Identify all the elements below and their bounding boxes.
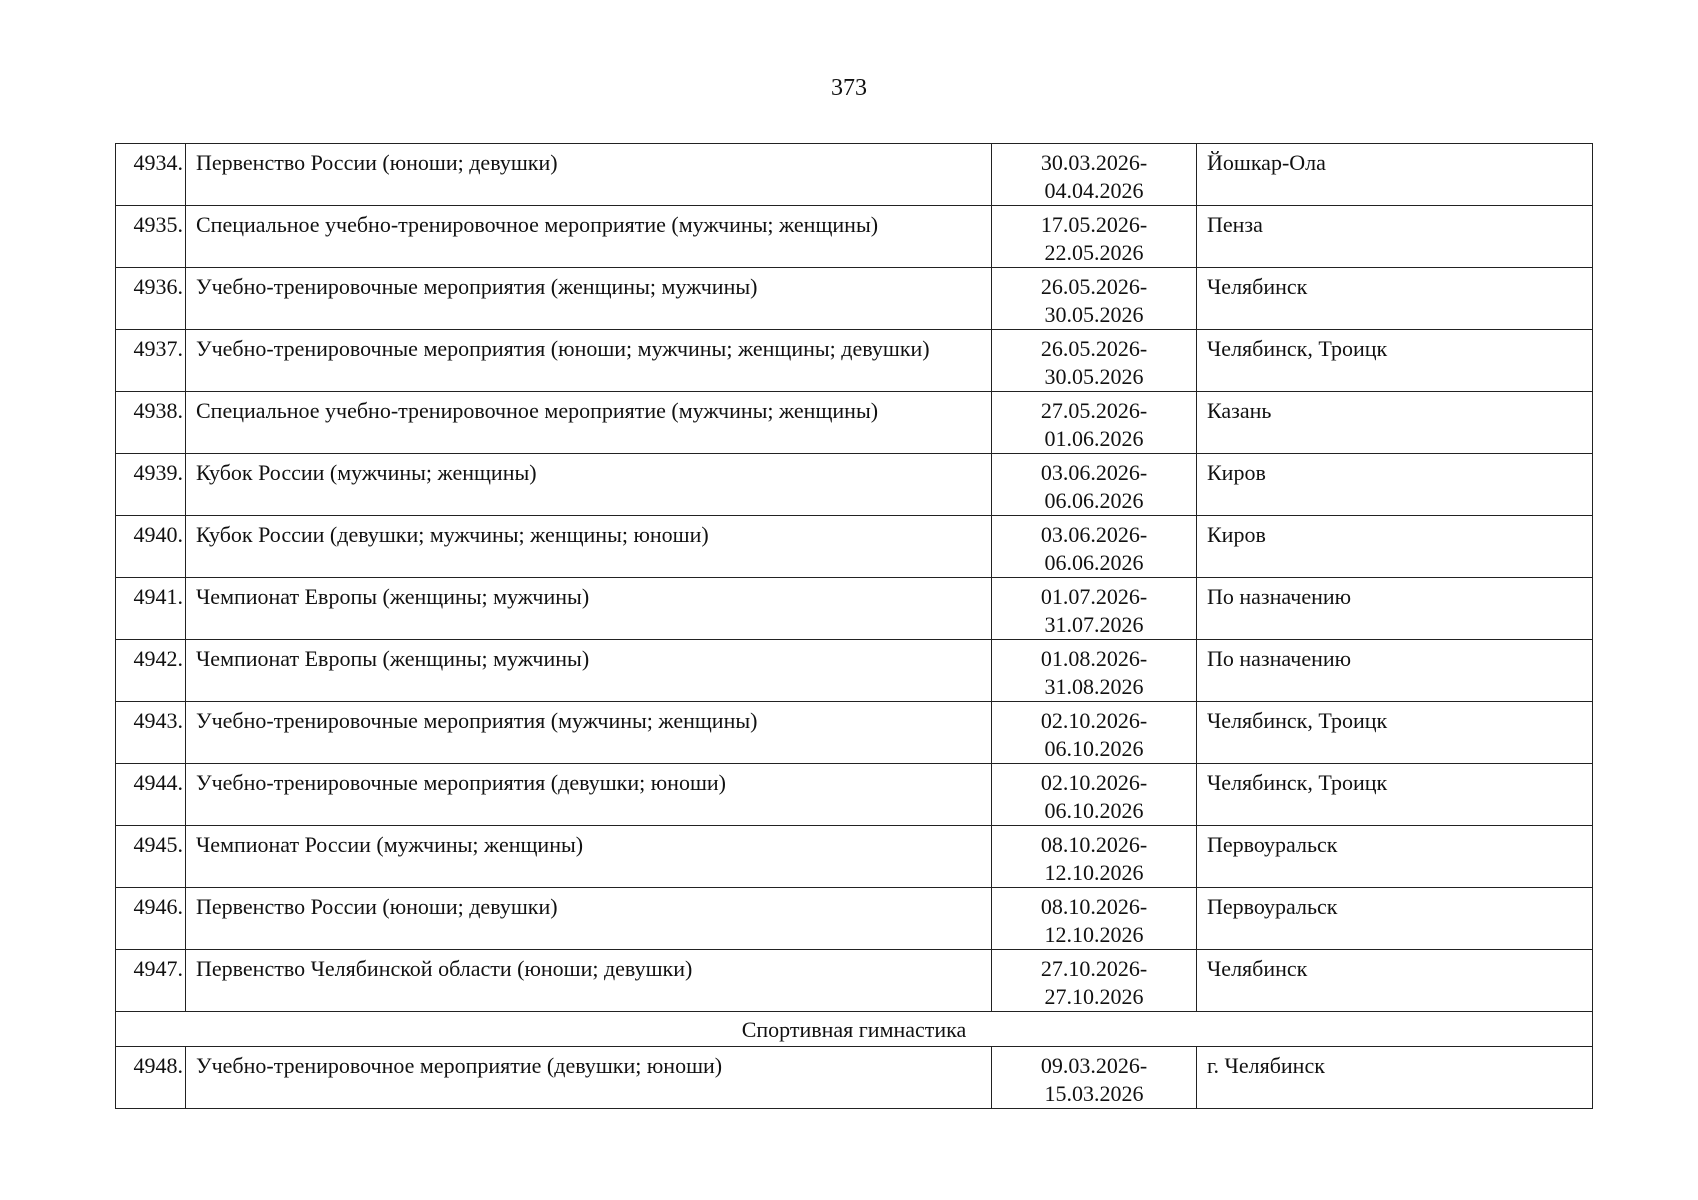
event-dates [992, 640, 1197, 702]
event-place: По назначению [1197, 640, 1593, 702]
date-to: 06.06.2026 [1044, 488, 1144, 513]
event-dates [992, 268, 1197, 330]
table-row [116, 764, 1593, 826]
event-place: Казань [1197, 392, 1593, 454]
row-number: 4941. [116, 578, 186, 640]
date-from: 02.10.2026- [1040, 770, 1148, 795]
table-row [116, 268, 1593, 330]
row-number: 4939. [116, 454, 186, 516]
row-number: 4935. [116, 206, 186, 268]
date-from: 08.10.2026- [1040, 894, 1148, 919]
row-number: 4940. [116, 516, 186, 578]
event-name: Специальное учебно-тренировочное мероприятие (мужчины; женщины) [186, 206, 992, 268]
date-from: 27.05.2026- [1040, 398, 1148, 423]
row-number: 4945. [116, 826, 186, 888]
date-to: 06.10.2026 [1044, 798, 1144, 823]
table-row [116, 206, 1593, 268]
event-name: Чемпионат России (мужчины; женщины) [186, 826, 992, 888]
date-from: 30.03.2026- [1040, 150, 1148, 175]
events-table [115, 143, 1593, 1109]
row-number: 4934. [116, 144, 186, 206]
event-name: Учебно-тренировочные мероприятия (девушки; юноши) [186, 764, 992, 826]
event-dates [992, 950, 1197, 1012]
table-row [116, 826, 1593, 888]
event-place: Киров [1197, 454, 1593, 516]
date-from: 26.05.2026- [1040, 336, 1148, 361]
table-row [116, 1047, 1593, 1109]
event-place: По назначению [1197, 578, 1593, 640]
table-row [116, 516, 1593, 578]
event-dates [992, 702, 1197, 764]
event-dates [992, 516, 1197, 578]
table-row [116, 702, 1593, 764]
event-name: Учебно-тренировочные мероприятия (юноши; мужчины; женщины; девушки) [186, 330, 992, 392]
event-dates [992, 330, 1197, 392]
date-from: 02.10.2026- [1040, 708, 1148, 733]
date-to: 15.03.2026 [1044, 1081, 1144, 1106]
event-place: Челябинск, Троицк [1197, 702, 1593, 764]
event-name: Первенство Челябинской области (юноши; девушки) [186, 950, 992, 1012]
date-to: 04.04.2026 [1044, 178, 1144, 203]
event-name: Чемпионат Европы (женщины; мужчины) [186, 640, 992, 702]
date-to: 22.05.2026 [1044, 240, 1144, 265]
date-to: 30.05.2026 [1044, 302, 1144, 327]
date-to: 30.05.2026 [1044, 364, 1144, 389]
date-from: 17.05.2026- [1040, 212, 1148, 237]
date-from: 08.10.2026- [1040, 832, 1148, 857]
date-to: 01.06.2026 [1044, 426, 1144, 451]
event-dates [992, 392, 1197, 454]
row-number: 4944. [116, 764, 186, 826]
date-from: 01.07.2026- [1040, 584, 1148, 609]
date-to: 27.10.2026 [1044, 984, 1144, 1009]
event-dates [992, 826, 1197, 888]
event-place: Киров [1197, 516, 1593, 578]
event-name: Учебно-тренировочные мероприятия (мужчины; женщины) [186, 702, 992, 764]
event-name: Чемпионат Европы (женщины; мужчины) [186, 578, 992, 640]
event-name: Специальное учебно-тренировочное мероприятие (мужчины; женщины) [186, 392, 992, 454]
event-dates [992, 454, 1197, 516]
event-dates [992, 1047, 1197, 1109]
date-from: 03.06.2026- [1040, 522, 1148, 547]
event-place: Челябинск, Троицк [1197, 330, 1593, 392]
row-number: 4946. [116, 888, 186, 950]
event-name: Первенство России (юноши; девушки) [186, 888, 992, 950]
row-number: 4936. [116, 268, 186, 330]
date-to: 12.10.2026 [1044, 860, 1144, 885]
date-from: 27.10.2026- [1040, 956, 1148, 981]
date-from: 01.08.2026- [1040, 646, 1148, 671]
date-from: 09.03.2026- [1040, 1053, 1148, 1078]
table-row [116, 888, 1593, 950]
event-name: Первенство России (юноши; девушки) [186, 144, 992, 206]
event-name: Кубок России (мужчины; женщины) [186, 454, 992, 516]
event-dates [992, 764, 1197, 826]
event-place: Первоуральск [1197, 826, 1593, 888]
table-row [116, 578, 1593, 640]
section-title: Спортивная гимнастика [116, 1012, 1593, 1047]
row-number: 4947. [116, 950, 186, 1012]
event-place: Йошкар-Ола [1197, 144, 1593, 206]
event-dates [992, 578, 1197, 640]
row-number: 4943. [116, 702, 186, 764]
table-row [116, 454, 1593, 516]
event-place: Первоуральск [1197, 888, 1593, 950]
table-row [116, 392, 1593, 454]
date-from: 26.05.2026- [1040, 274, 1148, 299]
event-place: Челябинск, Троицк [1197, 764, 1593, 826]
table-row [116, 640, 1593, 702]
event-name: Кубок России (девушки; мужчины; женщины; юноши) [186, 516, 992, 578]
section-header-row [116, 1012, 1593, 1047]
event-name: Учебно-тренировочные мероприятия (женщины; мужчины) [186, 268, 992, 330]
row-number: 4948. [116, 1047, 186, 1109]
event-dates [992, 144, 1197, 206]
table-row [116, 330, 1593, 392]
date-to: 31.07.2026 [1044, 612, 1144, 637]
row-number: 4942. [116, 640, 186, 702]
date-to: 06.06.2026 [1044, 550, 1144, 575]
row-number: 4937. [116, 330, 186, 392]
date-to: 12.10.2026 [1044, 922, 1144, 947]
event-place: Пенза [1197, 206, 1593, 268]
table-row [116, 144, 1593, 206]
table-row [116, 950, 1593, 1012]
page-number: 373 [831, 75, 867, 101]
event-place: Челябинск [1197, 950, 1593, 1012]
event-place: г. Челябинск [1197, 1047, 1593, 1109]
event-dates [992, 206, 1197, 268]
date-from: 03.06.2026- [1040, 460, 1148, 485]
row-number: 4938. [116, 392, 186, 454]
date-to: 31.08.2026 [1044, 674, 1144, 699]
event-dates [992, 888, 1197, 950]
event-place: Челябинск [1197, 268, 1593, 330]
event-name: Учебно-тренировочное мероприятие (девушки; юноши) [186, 1047, 992, 1109]
date-to: 06.10.2026 [1044, 736, 1144, 761]
